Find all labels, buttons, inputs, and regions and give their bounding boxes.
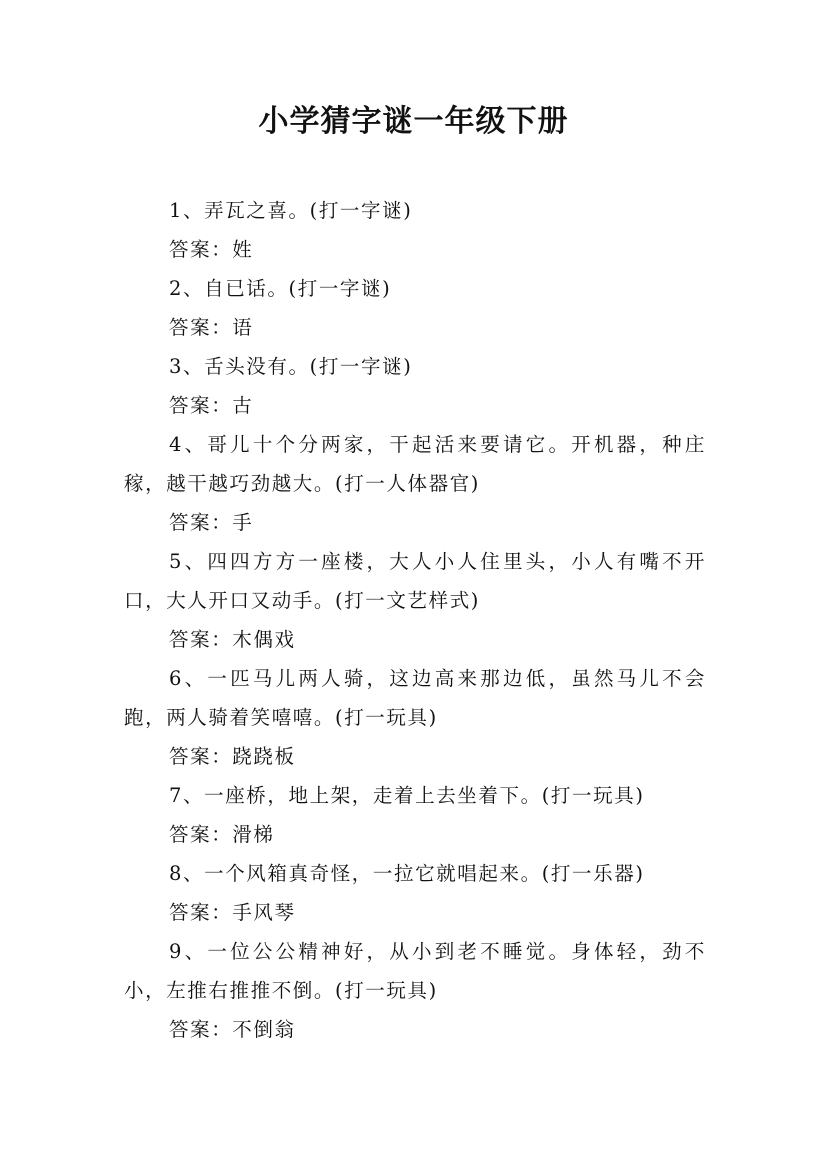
riddle-answer: 答案：滑梯 bbox=[169, 823, 275, 846]
riddle-answer: 答案：姓 bbox=[169, 238, 254, 261]
riddle-answer: 答案：不倒翁 bbox=[169, 1018, 296, 1041]
riddle-answer: 答案：木偶戏 bbox=[169, 628, 296, 651]
riddle-question: 4、哥儿十个分两家，干起活来要请它。开机器，种庄稼，越干越巧劲越大。(打一人体器官) bbox=[124, 433, 706, 495]
riddle-question: 9、一位公公精神好，从小到老不睡觉。身体轻，劲不小，左推右推推不倒。(打一玩具) bbox=[124, 940, 706, 1002]
riddle-answer: 答案：语 bbox=[169, 316, 254, 339]
riddle-question: 5、四四方方一座楼，大人小人住里头，小人有嘴不开口，大人开口又动手。(打一文艺样式) bbox=[124, 550, 706, 612]
document-body bbox=[124, 191, 706, 1049]
riddle-answer: 答案：手风琴 bbox=[169, 901, 296, 924]
riddle-question: 7、一座桥，地上架，走着上去坐着下。(打一玩具) bbox=[169, 784, 645, 807]
riddle-question: 6、一匹马儿两人骑，这边高来那边低，虽然马儿不会跑，两人骑着笑嘻嘻。(打一玩具) bbox=[124, 667, 706, 729]
riddle-question: 1、弄瓦之喜。(打一字谜) bbox=[169, 199, 413, 222]
riddle-answer: 答案：古 bbox=[169, 394, 254, 417]
riddle-question: 8、一个风箱真奇怪，一拉它就唱起来。(打一乐器) bbox=[169, 862, 645, 885]
riddle-answer: 答案：手 bbox=[169, 511, 254, 534]
riddle-answer: 答案：跷跷板 bbox=[169, 745, 296, 768]
riddle-question: 2、自已话。(打一字谜) bbox=[169, 277, 392, 300]
document-title: 小学猜字谜一年级下册 bbox=[258, 104, 569, 139]
riddle-question: 3、舌头没有。(打一字谜) bbox=[169, 355, 413, 378]
